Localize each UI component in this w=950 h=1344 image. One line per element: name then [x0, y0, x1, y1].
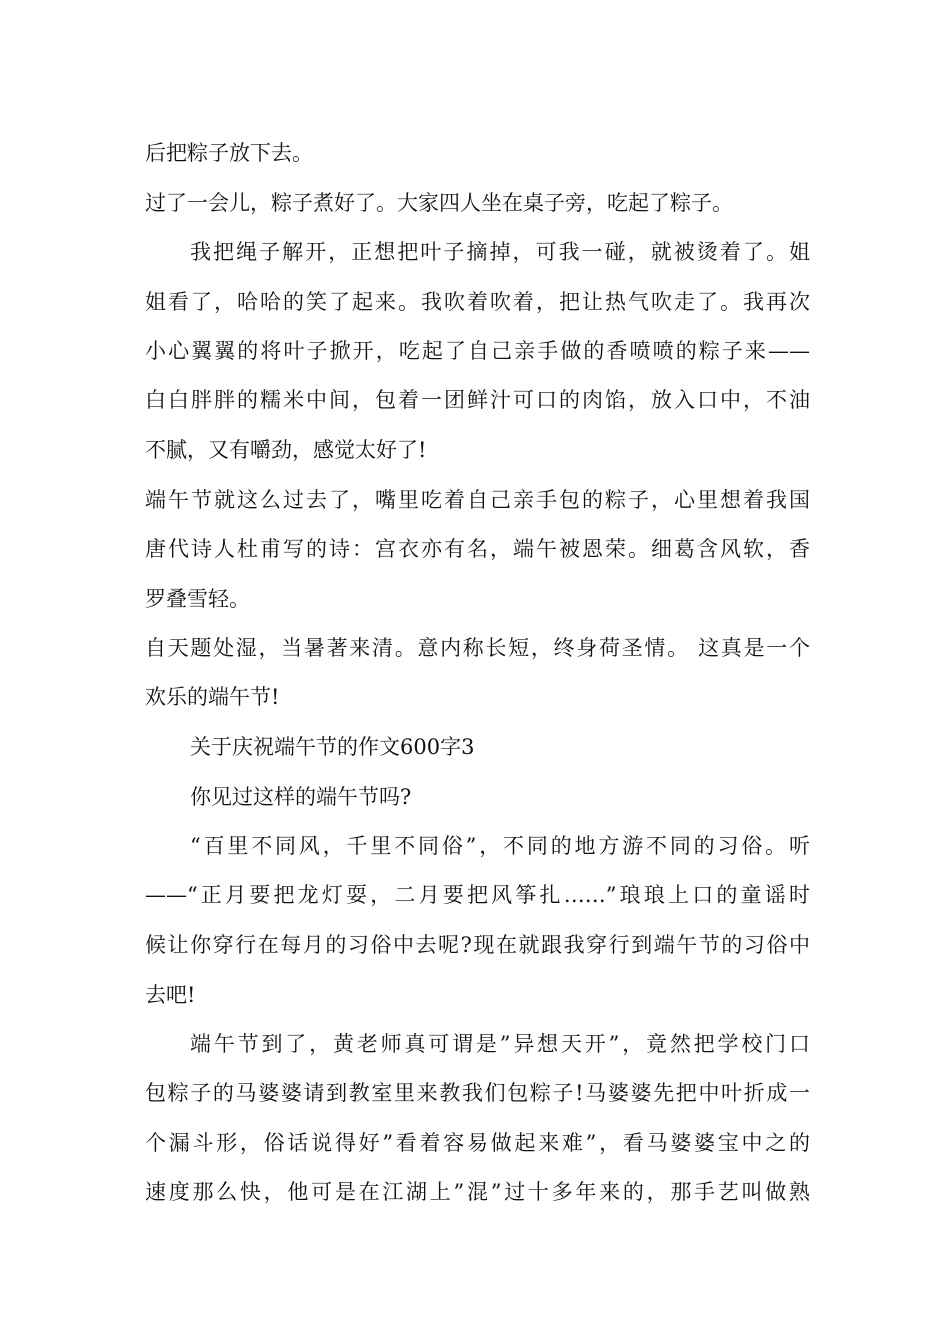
text-line: 不腻，又有嚼劲，感觉太好了! [145, 438, 427, 462]
text-line: 自天题处湿，当暑著来清。意内称长短，终身荷圣情。 这真是一个 [145, 636, 810, 660]
text-line: 去吧! [145, 983, 196, 1007]
text-line: 候让你穿行在每月的习俗中去呢?现在就跟我穿行到端午节的习俗中 [145, 933, 810, 957]
text-line: 包粽子的马婆婆请到教室里来教我们包粽子!马婆婆先把中叶折成一 [145, 1081, 810, 1105]
text-line: 唐代诗人杜甫写的诗：宫衣亦有名，端午被恩荣。细葛含风软，香 [145, 537, 810, 561]
text-line: 后把粽子放下去。 [145, 141, 313, 165]
text-line: 速度那么快，他可是在江湖上”混”过十多年来的，那手艺叫做熟 [145, 1180, 810, 1204]
text-line: 姐看了，哈哈的笑了起来。我吹着吹着，把让热气吹走了。我再次 [145, 290, 810, 314]
text-line: 端午节到了，黄老师真可谓是”异想天开”，竟然把学校门口 [190, 1032, 810, 1056]
text-line: 端午节就这么过去了，嘴里吃着自己亲手包的粽子，心里想着我国 [145, 488, 810, 512]
text-line: 小心翼翼的将叶子掀开，吃起了自己亲手做的香喷喷的粽子来—— [145, 339, 810, 363]
text-line: 你见过这样的端午节吗? [190, 785, 412, 809]
section-heading: 关于庆祝端午节的作文600字3 [190, 735, 475, 759]
text-line: 过了一会儿，粽子煮好了。大家四人坐在桌子旁，吃起了粽子。 [145, 191, 733, 215]
text-line: 罗叠雪轻。 [145, 587, 250, 611]
text-line: 个漏斗形，俗话说得好”看着容易做起来难”，看马婆婆宝中之的 [145, 1131, 810, 1155]
text-line: 白白胖胖的糯米中间，包着一团鲜汁可口的肉馅，放入口中，不油 [145, 388, 810, 412]
text-line: 欢乐的端午节! [145, 685, 280, 709]
text-line: “百里不同风，千里不同俗”，不同的地方游不同的习俗。听 [190, 834, 810, 858]
text-line: ——“正月要把龙灯耍，二月要把风筝扎……”琅琅上口的童谣时 [145, 883, 810, 907]
text-line: 我把绳子解开，正想把叶子摘掉，可我一碰，就被烫着了。姐 [190, 240, 810, 264]
